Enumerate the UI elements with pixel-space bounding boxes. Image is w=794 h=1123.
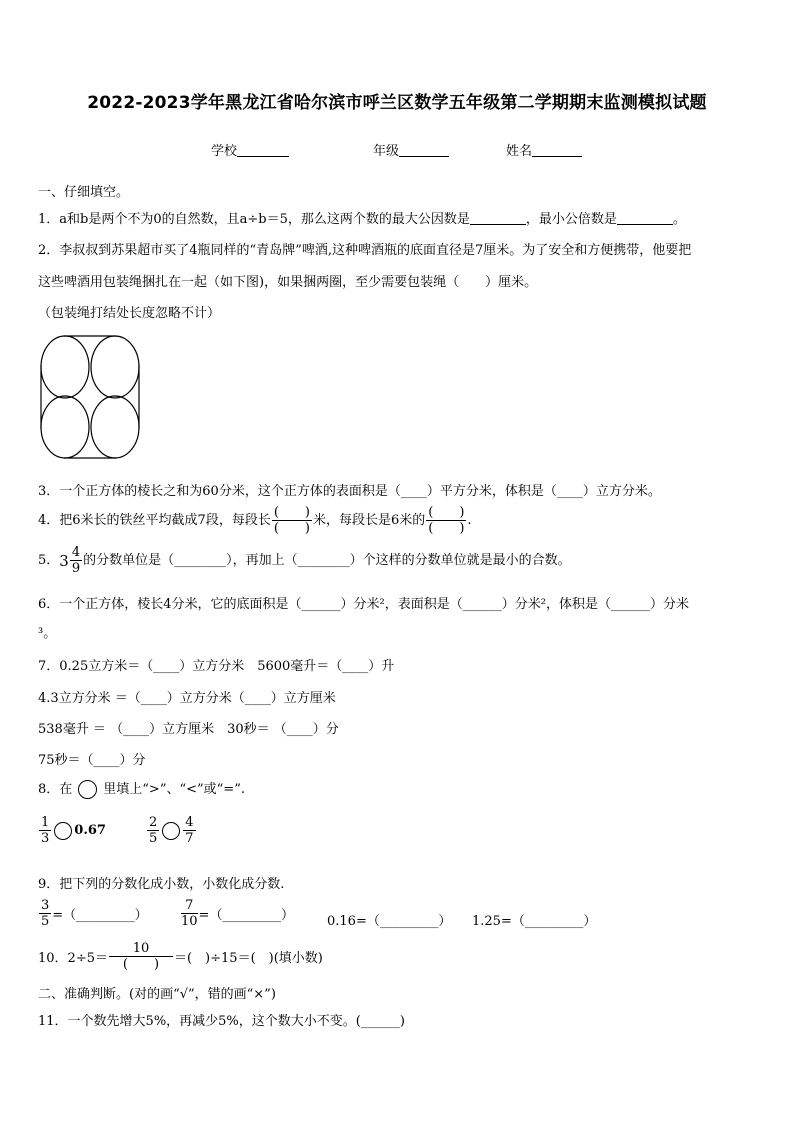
q8-c2-fraction-right: $\frac{4}{7}$ bbox=[185, 815, 194, 846]
q1-mid: ，最小公倍数是 bbox=[525, 212, 617, 227]
q5-number: 5． bbox=[38, 553, 60, 568]
question-6-line-2: ³。 bbox=[38, 626, 57, 641]
q9-item-c[interactable]: 0.16=（_________） bbox=[327, 914, 452, 929]
q4-fraction-2: $\frac{( )}{( )}$ bbox=[428, 505, 465, 536]
q8-c1-fraction: $\frac{1}{3}$ bbox=[41, 815, 50, 846]
q9-a-fraction: $\frac{3}{5}$ bbox=[41, 898, 50, 929]
q10-fraction: $\frac{10}{( )}$ bbox=[109, 942, 173, 971]
question-10 bbox=[38, 942, 323, 971]
school-field bbox=[211, 140, 289, 159]
page-title: 2022-2023学年黑龙江省哈尔滨市呼兰区数学五年级第二学期期末监测模拟试题 bbox=[87, 93, 707, 113]
question-4 bbox=[38, 506, 472, 535]
q5-whole: 3 bbox=[59, 551, 69, 570]
q5-fraction: $\frac{4}{9}$ bbox=[71, 545, 81, 576]
q9-b-fraction: $\frac{7}{10}$ bbox=[181, 898, 198, 929]
school-blank[interactable] bbox=[237, 142, 289, 157]
grade-label: 年级 bbox=[373, 144, 400, 159]
question-7-line-4: 75秒＝（____）分 bbox=[38, 753, 146, 768]
q1-blank-gcd[interactable] bbox=[470, 210, 526, 225]
question-6-line-1: 6．一个正方体，棱长4分米，它的底面积是（______）分米²，表面积是（______）分米²，体积是（______）分米 bbox=[38, 597, 689, 612]
grade-field bbox=[373, 140, 449, 159]
q4-fraction-1: $\frac{( )}{( )}$ bbox=[273, 505, 310, 536]
q8-c1-right: 0.67 bbox=[74, 823, 106, 838]
q8-c1-answer-circle[interactable] bbox=[54, 822, 72, 840]
q8-compare-2 bbox=[146, 816, 197, 845]
bottle-bundle-figure bbox=[36, 333, 144, 461]
name-field bbox=[506, 140, 582, 159]
q9-b-blank[interactable]: =（_________） bbox=[198, 908, 294, 923]
q9-item-b bbox=[180, 899, 294, 928]
question-7-line-1: 7．0.25立方米＝（____）立方分米 5600毫升＝（____）升 bbox=[38, 659, 395, 674]
question-3: 3．一个正方体的棱长之和为60分米，这个正方体的表面积是（____）平方分米，体积是（____）立方分米。 bbox=[38, 484, 661, 499]
question-11: 11．一个数先增大5%，再减少5%，这个数大小不变。(______) bbox=[38, 1014, 405, 1029]
question-7-line-3: 538毫升 ＝ （____）立方厘米 30秒＝ （____）分 bbox=[38, 722, 339, 737]
q4-text-b: 米，每段长是6米的 bbox=[312, 513, 426, 528]
q8-text-b: 里填上“>”、“<”或“=”. bbox=[103, 782, 245, 797]
q1-end: 。 bbox=[672, 212, 686, 227]
q4-end: . bbox=[467, 513, 472, 528]
q10-text-a: 10．2÷5＝ bbox=[38, 951, 108, 966]
q4-text-a: 4．把6米长的铁丝平均截成7段，每段长 bbox=[38, 513, 271, 528]
section-2-heading: 二、准确判断。(对的画“√”，错的画“×”) bbox=[38, 987, 276, 1002]
school-label: 学校 bbox=[211, 144, 238, 159]
compare-circle-icon bbox=[78, 780, 97, 799]
q9-a-blank[interactable]: =（_________） bbox=[52, 908, 148, 923]
q8-text-a: 8．在 bbox=[38, 782, 73, 797]
q9-item-a bbox=[38, 899, 148, 928]
section-1-heading: 一、仔细填空。 bbox=[38, 185, 130, 200]
question-7-line-2: 4.3立方分米 ＝（____）立方分米（____）立方厘米 bbox=[38, 691, 336, 706]
q5-text: 的分数单位是（________），再加上（________）个这样的分数单位就是最小的合数。 bbox=[83, 553, 571, 568]
q8-compare-1 bbox=[38, 816, 106, 845]
question-5 bbox=[38, 546, 571, 575]
q1-blank-lcm[interactable] bbox=[617, 210, 673, 225]
question-8 bbox=[38, 778, 245, 799]
question-1 bbox=[38, 208, 686, 227]
question-2-line-2: 这些啤酒用包装绳捆扎在一起（如下图)，如果捆两圈，至少需要包装绳（ ）厘米。 bbox=[38, 275, 538, 290]
name-label: 姓名 bbox=[506, 144, 533, 159]
question-9: 9．把下列的分数化成小数，小数化成分数. bbox=[38, 877, 285, 892]
question-2-line-1: 2．李叔叔到苏果超市买了4瓶同样的“青岛牌”啤酒,这种啤酒瓶的底面直径是7厘米。为了安全和方便携带，他要把 bbox=[38, 243, 692, 258]
grade-blank[interactable] bbox=[399, 142, 449, 157]
q8-c2-fraction-left: $\frac{2}{5}$ bbox=[149, 815, 158, 846]
q8-c2-answer-circle[interactable] bbox=[162, 822, 180, 840]
q10-text-b: ＝( )÷15＝( )(填小数) bbox=[173, 951, 323, 966]
name-blank[interactable] bbox=[532, 142, 582, 157]
q9-item-d[interactable]: 1.25=（_________） bbox=[472, 914, 597, 929]
question-2-note: （包装绳打结处长度忽略不计） bbox=[38, 306, 221, 321]
q1-text: 1．a和b是两个不为0的自然数，且a÷b＝5，那么这两个数的最大公因数是 bbox=[38, 212, 470, 227]
